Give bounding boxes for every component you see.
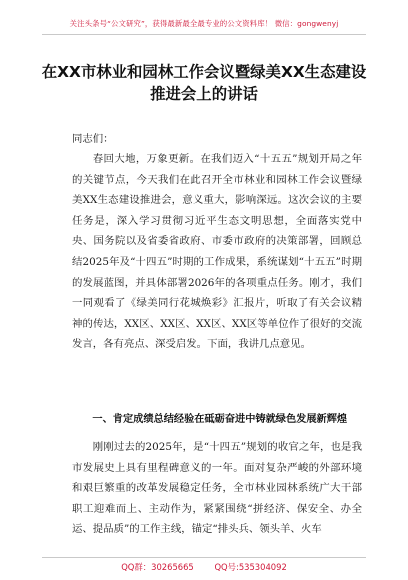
salutation: 同志们： [72,133,114,145]
header-divider [42,34,366,35]
footer-divider [42,557,366,558]
body-paragraph-1: 春回大地，万象更新。在我们迈入“十五五”规划开局之年的关键节点，今天我们在此召开全市林业和园林工作会议暨绿美XX生态建设推进会，意义重大，影响深远。这次会议的主要任务是，深入学习贯彻习近平生态文明思想，全面落实党中央、国务院以及省委省政府、市委市政府的决策部署，回顾总结2025年及“十四五”时期的工作成果，系统谋划“十五五”时期的发展蓝图，并具体部署2026年的各项重点任务。刚才，我们一同观看了《绿美同行花城焕彩》汇报片，听取了有关会议精神的传达，XX区、XX区、XX区、XX区等单位作了很好的交流发言，各有亮点、深受启发。下面，我讲几点意见。 [72,153,362,351]
document-title: 在XX市林业和园林工作会议暨绿美XX生态建设推进会上的讲话 [41,63,367,103]
qq-number-text: QQ号:535304092 [214,562,287,572]
header-promo-banner: 关注头条号“公文研究”，获得最新最全最专业的公文资料库！ 微信：gongwenyj [69,19,339,28]
section-heading-1: 一、肯定成绩总结经验在砥砺奋进中铸就绿色发展新辉煌 [92,414,348,425]
body-paragraph-2: 刚刚过去的2025年，是“十四五”规划的收官之年，也是我市发展史上具有里程碑意义的一年。面对复杂严峻的外部环境和艰巨繁重的改革发展稳定任务，全市林业园林系统广大干部职工迎难而上、主动作为，紧紧围绕“拼经济、保安全、办全运、提品质”的工作主线，锚定“排头兵、领头羊、火车 [72,441,362,536]
qq-group-text: QQ群：30265665 [121,562,194,572]
footer-contacts [0,561,408,573]
